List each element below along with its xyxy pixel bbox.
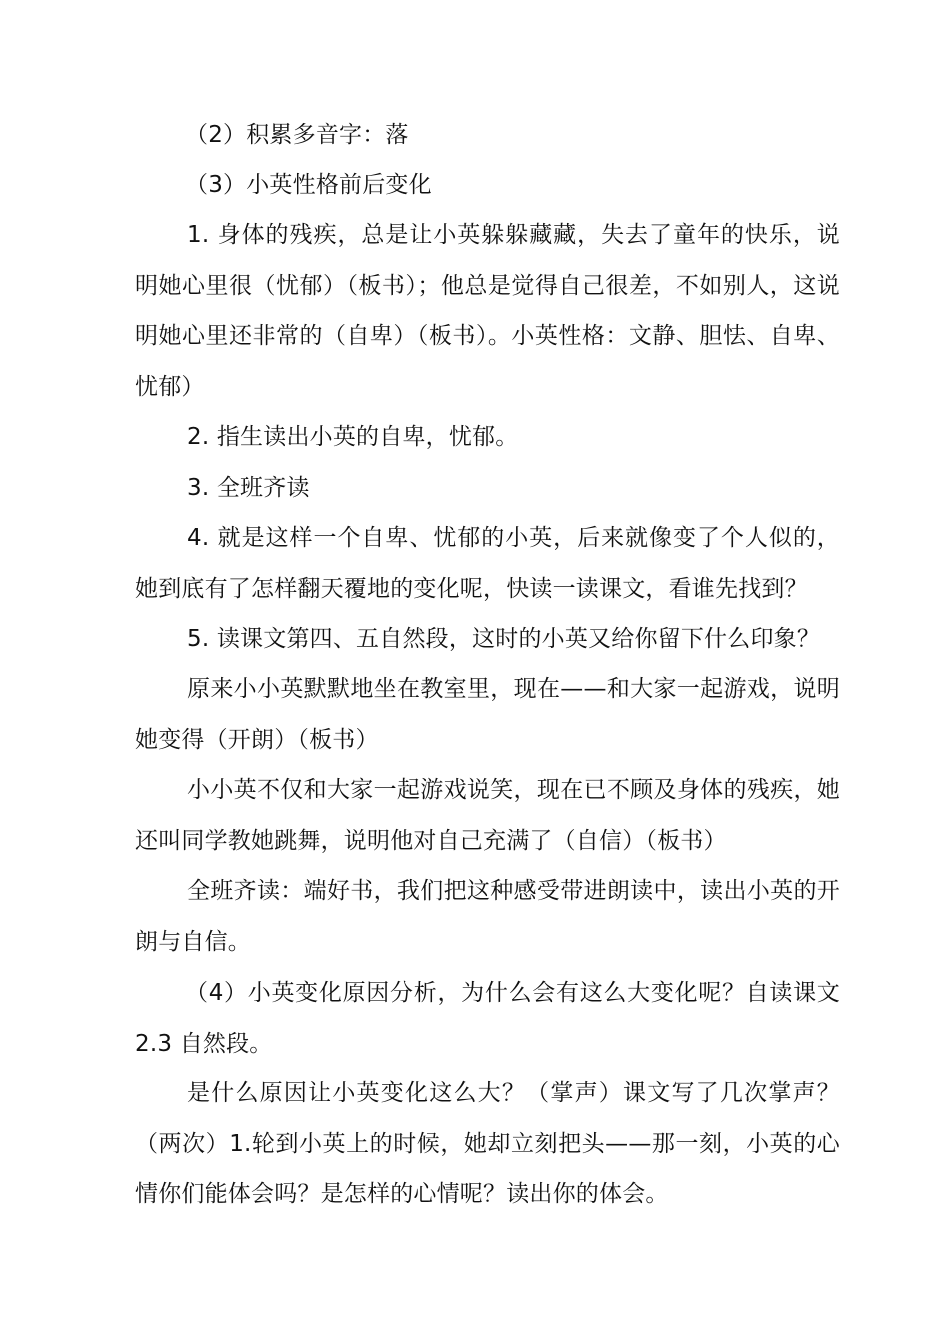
paragraph-item-1: 1. 身体的残疾，总是让小英躲躲藏藏，失去了童年的快乐，说明她心里很（忧郁）（板书）；他总是觉得自己很差，不如别人，这说明她心里还非常的（自卑）（板书）。小英性格：文静、胆怯、自卑、忧郁）	[135, 222, 840, 400]
paragraph-open: 原来小小英默默地坐在教室里，现在——和大家一起游戏，说明她变得（开朗）（板书）	[135, 676, 840, 753]
paragraph-confident: 小小英不仅和大家一起游戏说笑，现在已不顾及身体的残疾，她还叫同学教她跳舞，说明他对自己充满了（自信）（板书）	[135, 777, 840, 854]
paragraph-item-2: 2. 指生读出小英的自卑，忧郁。	[187, 424, 519, 450]
paragraph-personality-heading: （3）小英性格前后变化	[185, 172, 432, 198]
paragraph-read-together: 全班齐读：端好书，我们把这种感受带进朗读中，读出小英的开朗与自信。	[135, 878, 840, 955]
paragraph-item-3: 3. 全班齐读	[187, 475, 310, 501]
paragraph-item-4: 4. 就是这样一个自卑、忧郁的小英，后来就像变了个人似的，她到底有了怎样翻天覆地的变化呢，快读一读课文，看谁先找到？	[135, 525, 840, 602]
paragraph-cause-analysis: （4）小英变化原因分析，为什么会有这么大变化呢？自读课文 2.3 自然段。	[135, 980, 840, 1057]
paragraph-item-5: 5. 读课文第四、五自然段，这时的小英又给你留下什么印象？	[187, 626, 821, 652]
paragraph-polyphonic: （2）积累多音字：落	[185, 122, 409, 148]
paragraph-applause: 是什么原因让小英变化这么大？（掌声）课文写了几次掌声？（两次）1.轮到小英上的时候，她却立刻把头——那一刻，小英的心情你们能体会吗？是怎样的心情呢？读出你的体会。	[135, 1080, 840, 1207]
